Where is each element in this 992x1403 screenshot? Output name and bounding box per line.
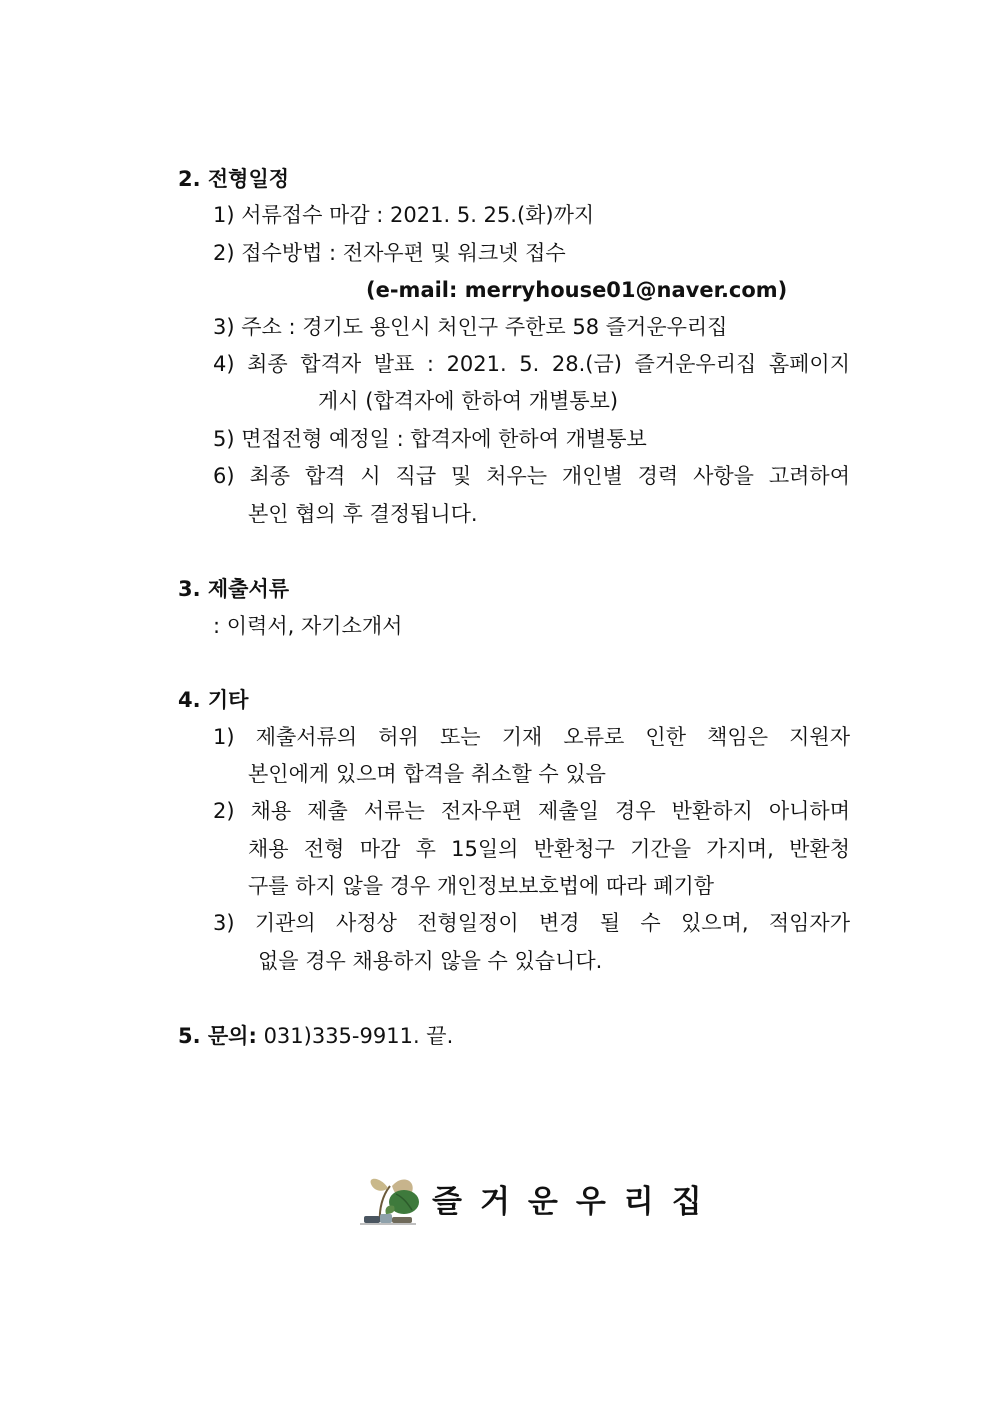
etc-item-1: 1) 제출서류의 허위 또는 기재 오류로 인한 책임은 지원자 bbox=[213, 725, 850, 749]
etc-item-2: 2) 채용 제출 서류는 전자우편 제출일 경우 반환하지 아니하며 bbox=[213, 799, 850, 823]
schedule-item-2: 2) 접수방법 : 전자우편 및 워크넷 접수 bbox=[213, 241, 566, 265]
etc-item-2-cont: 채용 전형 마감 후 15일의 반환청구 기간을 가지며, 반환청 bbox=[248, 837, 850, 861]
etc-item-2-cont2: 구를 하지 않을 경우 개인정보보호법에 따라 폐기함 bbox=[248, 874, 715, 898]
section-4-title: 4. 기타 bbox=[178, 688, 249, 712]
schedule-item-4: 4) 최종 합격자 발표 : 2021. 5. 28.(금) 즐거운우리집 홈페이지 bbox=[213, 352, 850, 376]
contact-email: (e-mail: merryhouse01@naver.com) bbox=[366, 278, 788, 302]
schedule-item-4-cont: 게시 (합격자에 한하여 개별통보) bbox=[318, 389, 619, 413]
documents-list: : 이력서, 자기소개서 bbox=[213, 614, 403, 638]
section-2-title: 2. 전형일정 bbox=[178, 167, 290, 191]
schedule-item-6-cont: 본인 협의 후 결정됩니다. bbox=[248, 502, 478, 526]
footer-logo bbox=[358, 1172, 720, 1232]
schedule-item-3: 3) 주소 : 경기도 용인시 처인구 주한로 58 즐거운우리집 bbox=[213, 315, 728, 339]
schedule-item-1: 1) 서류접수 마감 : 2021. 5. 25.(화)까지 bbox=[213, 203, 595, 227]
schedule-item-6: 6) 최종 합격 시 직급 및 처우는 개인별 경력 사항을 고려하여 bbox=[213, 464, 850, 488]
schedule-item-5: 5) 면접전형 예정일 : 합격자에 한하여 개별통보 bbox=[213, 427, 647, 451]
plant-logo-icon bbox=[358, 1172, 420, 1228]
etc-item-3: 3) 기관의 사정상 전형일정이 변경 될 수 있으며, 적임자가 bbox=[213, 911, 850, 935]
inquiry-label: 5. 문의: bbox=[178, 1024, 257, 1048]
etc-item-1-cont: 본인에게 있으며 합격을 취소할 수 있음 bbox=[248, 762, 606, 786]
inquiry-line bbox=[178, 1022, 453, 1050]
org-name: 즐거운우리집 bbox=[432, 1184, 720, 1220]
etc-item-3-cont: 없을 경우 채용하지 않을 수 있습니다. bbox=[258, 949, 603, 973]
inquiry-phone: 031)335-9911. 끝. bbox=[263, 1024, 454, 1048]
section-3-title: 3. 제출서류 bbox=[178, 577, 290, 601]
